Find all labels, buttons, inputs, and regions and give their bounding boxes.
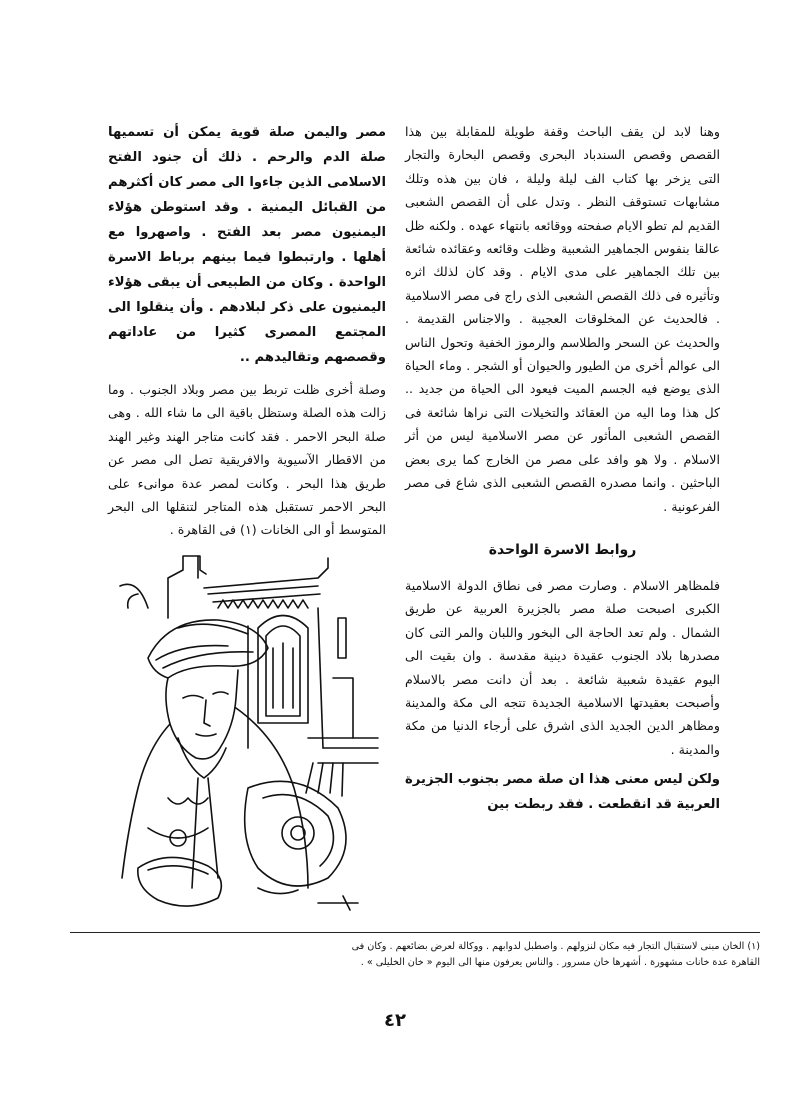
section-heading: روابط الاسرة الواحدة xyxy=(488,541,637,558)
left-column xyxy=(108,120,386,542)
illustration-turbaned-man xyxy=(108,548,386,924)
right-column xyxy=(405,120,720,817)
intro-paragraph: وهنا لابد لن يقف الباحث وقفة طويلة للمقابلة بين هذا القصص وقصص السندباد البحرى وقصص البحارة والتجار التى يزخر بها كتاب الف ليلة وليلة ، فان بين هذه وتلك مشابهات تستوقف النظر . وتدل على أن القصص الشعبى القديم لم تطو الايام صفحته ووقائعه بانتهاء عهده . ولكنه ظل عالقا بنفوس الجماهير الشعبية وظلت وقائعه وعقائده شائعة بين تلك الجماهير على مدى الايام . وقد كان لذلك اثره وتأثيره فى ذلك القصص الشعبى الذى راج فى مصر الاسلامية . فالحديث عن المخلوقات العجيبة . والاجناس القديمة . والحديث عن السحر والطلاسم والرموز الخفية وتحول الناس الى عوالم أخرى من الطيور والحيوان أو الشجر . وماء الحياة الذى يوضع فيه الجسم الميت فيعود الى الحياة من جديد .. كل هذا وما اليه من العقائد والتخيلات التى نراها شائعة فى القصص الشعبى المأثور عن مصر الاسلامية ليس من أثر الاسلام . ولا هو وافد على مصر من الخارج كما يرى بعض الباحثين . وانما مصدره القصص الشعبى الذى شاع فى مصر الفرعونية . xyxy=(405,124,720,514)
bold-opening-paragraph: مصر واليمن صلة قوية يمكن أن تسميها صلة الدم والرحم . ذلك أن جنود الفتح الاسلامى الذين جاءوا الى مصر كان أكثرهم من القبائل اليمنية . وقد استوطن هؤلاء اليمنيون مصر بعد الفتح . واصهروا مع أهلها . وارتبطوا فيما بينهم برباط الاسرة الواحدة . وكان من الطبيعى أن يبقى هؤلاء اليمنيون على ذكر لبلادهم . وأن ينقلوا الى المجتمع المصرى كثيرا من عاداتهم وقصصهم وتقاليدهم .. xyxy=(108,125,386,365)
bold-closing-paragraph: ولكن ليس معنى هذا ان صلة مصر بجنوب الجزيرة العربية قد انقطعت . فقد ربطت بين xyxy=(405,772,720,813)
red-sea-paragraph: وصلة أخرى ظلت تربط بين مصر وبلاد الجنوب . وما زالت هذه الصلة وستظل باقية الى ما شاء الله . وهى صلة البحر الاحمر . فقد كانت متاجر الهند وغير الهند من الاقطار الآسيوية والافريقية تصل الى مصر عن طريق هذا البحر . وكانت لمصر عدة موانىء على البحر الاحمر تستقبل هذه المتاجر لتنقلها الى البحر المتوسط أو الى الخانات (١) فى القاهرة . xyxy=(108,382,386,538)
footnote-line-2: القاهرة عدة خانات مشهورة . أشهرها خان مسرور . والناس يعرفون منها الى اليوم « خان الخليلى » . xyxy=(360,957,760,968)
footnote xyxy=(70,932,760,971)
footnote-line-1: (١) الخان مبنى لاستقبال التجار فيه مكان لنزولهم . واصطبل لدوابهم . ووكالة لعرض بضائعهم . وكان فى xyxy=(351,941,760,952)
section-paragraph: فلمظاهر الاسلام . وصارت مصر فى نطاق الدولة الاسلامية الكبرى اصبحت صلة مصر بالجزيرة العربية عن طريق الشمال . ولم تعد الحاجة الى البخور واللبان والمر التى كان مصدرها بلاد الجنوب عقيدة دينية مقدسة . وان بقيت الى اليوم عقيدة شعبية شائعة . بعد أن دانت مصر بالاسلام وأصبحت بعقيدتها الاسلامية الجديدة تتجه الى مكة والمدينة ومظاهر الدين الجديد الذى اشرق على أرجاء الدنيا من مكة والمدينة . xyxy=(405,577,720,757)
page-number: ٤٢ xyxy=(384,1010,406,1031)
